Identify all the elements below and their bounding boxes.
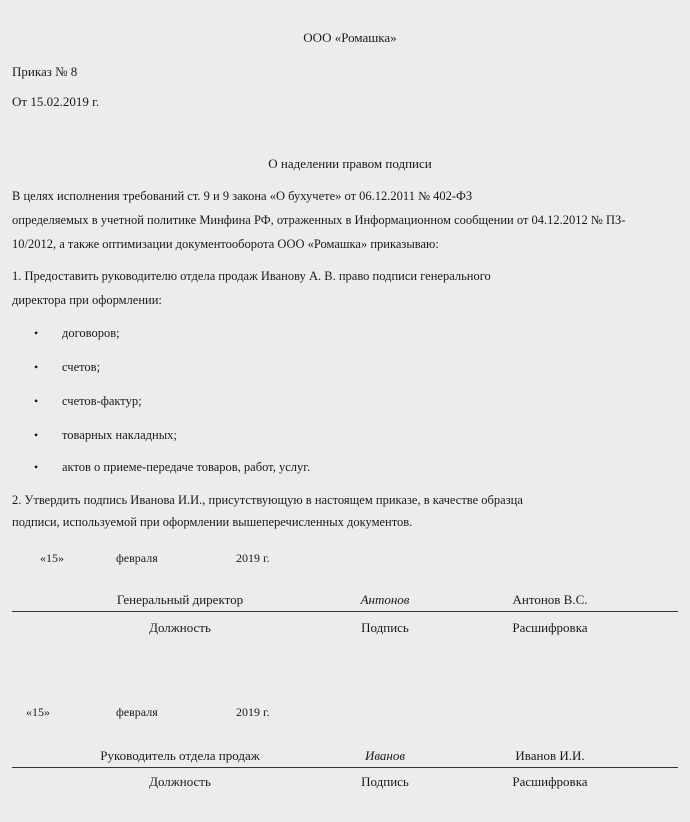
signer-name: Антонов В.С. — [512, 592, 588, 607]
date-day: «15» — [26, 705, 50, 719]
list-item: договоров; — [62, 326, 120, 340]
label-name: Расшифровка — [512, 620, 588, 635]
date-day: «15» — [40, 551, 64, 565]
signer-name: Иванов И.И. — [515, 748, 585, 763]
bullet-icon: • — [34, 326, 39, 340]
signer-position: Генеральный директор — [116, 592, 244, 607]
order-number: Приказ № 8 — [12, 64, 78, 79]
intro-line: В целях исполнения требований ст. 9 и 9 закона «О бухучете» от 06.12.2011 № 402-ФЗ — [12, 189, 473, 203]
label-position: Должность — [149, 774, 211, 789]
date-year: 2019 г. — [236, 551, 270, 565]
signer-position: Руководитель отдела продаж — [100, 748, 260, 763]
label-signature: Подпись — [361, 620, 409, 635]
label-signature: Подпись — [361, 774, 409, 789]
item-2-line: подписи, используемой при оформлении вышеперечисленных документов. — [12, 515, 413, 529]
date-month: февраля — [116, 705, 158, 719]
list-item: товарных накладных; — [62, 428, 177, 442]
signature: Антонов — [360, 592, 410, 607]
document-title: О наделении правом подписи — [268, 156, 432, 171]
item-1-line: директора при оформлении: — [12, 293, 162, 307]
signature-line — [12, 611, 678, 612]
signature-line — [12, 767, 678, 768]
item-2-line: 2. Утвердить подпись Иванова И.И., присутствующую в настоящем приказе, в качестве образца — [12, 493, 523, 507]
label-position: Должность — [149, 620, 211, 635]
intro-line: определяемых в учетной политике Минфина РФ, отраженных в Информационном сообщении от 04.12.2012 № ПЗ- — [12, 213, 626, 227]
order-date: От 15.02.2019 г. — [12, 94, 100, 109]
intro-line: 10/2012, а также оптимизации документооборота ООО «Ромашка» приказываю: — [12, 237, 439, 251]
signature: Иванов — [364, 748, 406, 763]
list-item: счетов; — [62, 360, 101, 374]
bullet-icon: • — [34, 428, 39, 442]
date-year: 2019 г. — [236, 705, 270, 719]
bullet-icon: • — [34, 460, 39, 474]
list-item: счетов-фактур; — [62, 394, 142, 408]
list-item: актов о приеме-передаче товаров, работ, услуг. — [62, 460, 311, 474]
bullet-icon: • — [34, 394, 39, 408]
company-name: ООО «Ромашка» — [303, 30, 397, 45]
item-1-line: 1. Предоставить руководителю отдела продаж Иванову А. В. право подписи генерального — [12, 269, 491, 283]
date-month: февраля — [116, 551, 158, 565]
label-name: Расшифровка — [512, 774, 588, 789]
bullet-icon: • — [34, 360, 39, 374]
